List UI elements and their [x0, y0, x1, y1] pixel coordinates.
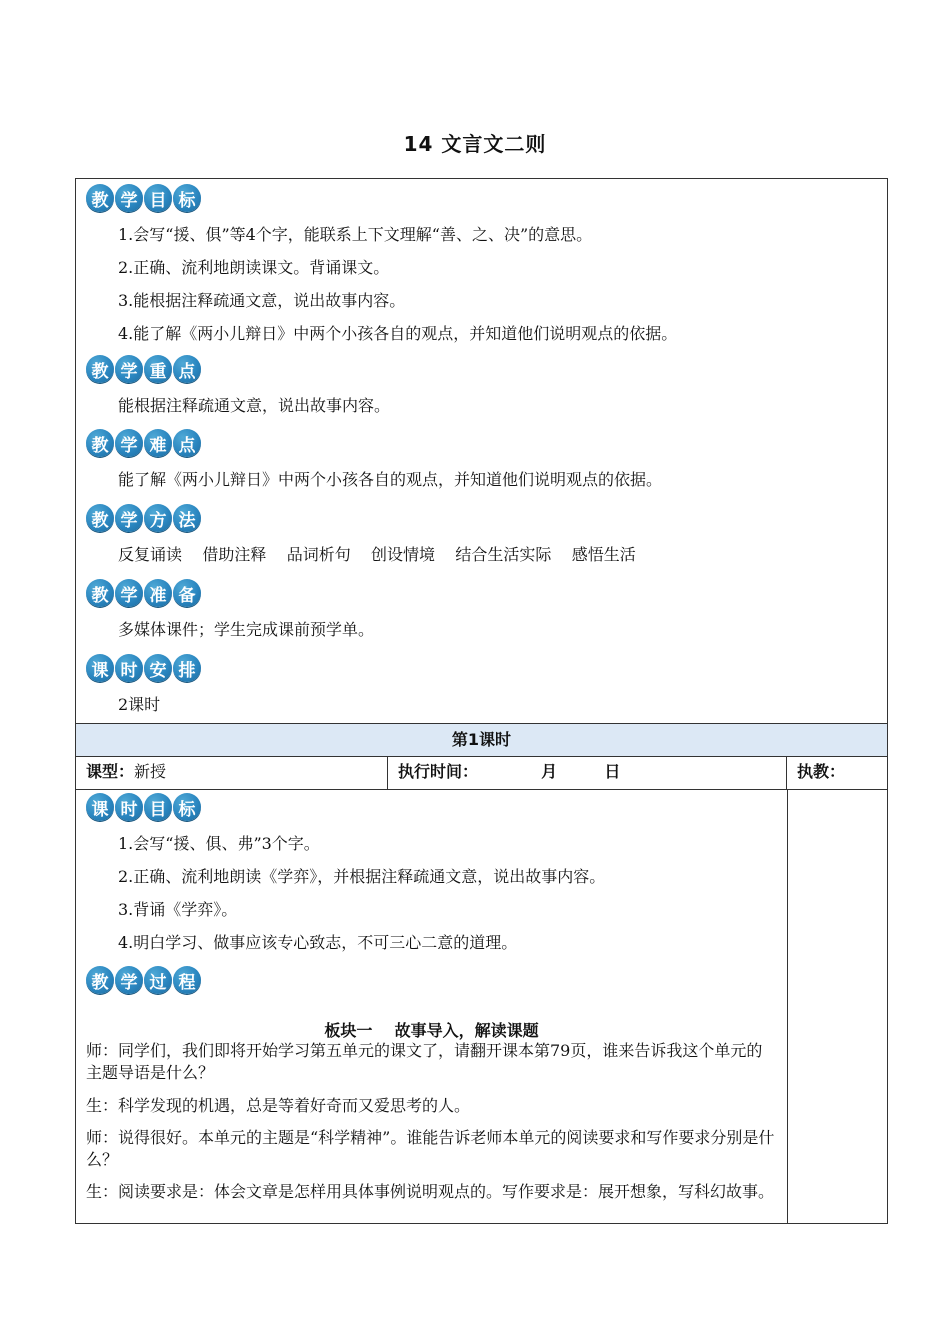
badge-char: 时	[115, 793, 143, 821]
badge-char: 安	[144, 654, 172, 682]
badge-char: 教	[86, 355, 114, 383]
badge-char: 学	[115, 504, 143, 532]
month-label: 月	[541, 762, 558, 781]
lesson-goal-item: 2.正确、流利地朗读《学弈》，并根据注释疏通文意，说出故事内容。	[118, 867, 606, 886]
key-section	[76, 353, 887, 417]
badge-char: 准	[144, 579, 172, 607]
goal-item: 3.能根据注释疏通文意，说出故事内容。	[118, 291, 406, 310]
dialogue-line: 生：科学发现的机遇，总是等着好奇而又爱思考的人。	[86, 1096, 471, 1115]
difficulty-badge	[86, 427, 887, 459]
goal-item: 2.正确、流利地朗读课文。背诵课文。	[118, 258, 390, 277]
badge-char: 教	[86, 504, 114, 532]
badge-char: 目	[144, 793, 172, 821]
badge-char: 课	[86, 793, 114, 821]
block-title: 板块一 故事导入，解读课题	[324, 1021, 539, 1040]
difficulty-section	[76, 427, 887, 491]
lesson-band: 第1课时	[75, 724, 888, 757]
schedule-badge	[86, 652, 887, 684]
lesson-goal-item: 1.会写“援、俱、弗”3个字。	[118, 834, 320, 853]
lesson-type-value: 新授	[134, 762, 167, 781]
badge-char: 学	[115, 579, 143, 607]
schedule-text: 2课时	[118, 695, 161, 714]
dialogue-line: 师：说得很好。本单元的主题是“科学精神”。谁能告诉老师本单元的阅读要求和写作要求分别是什么？	[86, 1128, 775, 1169]
goal-item: 1.会写“援、俱”等4个字，能联系上下文理解“善、之、决”的意思。	[118, 225, 593, 244]
badge-char: 标	[173, 793, 201, 821]
badge-char: 点	[173, 355, 201, 383]
overview-box	[75, 178, 888, 724]
lesson-goal-item: 4.明白学习、做事应该专心致志，不可三心二意的道理。	[118, 933, 518, 952]
badge-char: 教	[86, 579, 114, 607]
prep-text: 多媒体课件；学生完成课前预学单。	[118, 620, 375, 639]
process-section	[76, 964, 787, 996]
goals-badge	[86, 182, 887, 214]
badge-char: 过	[144, 966, 172, 994]
badge-char: 排	[173, 654, 201, 682]
difficulty-text: 能了解《两小儿辩日》中两个小孩各自的观点，并知道他们说明观点的依据。	[118, 470, 663, 489]
badge-char: 点	[173, 429, 201, 457]
badge-char: 学	[115, 355, 143, 383]
badge-char: 学	[115, 966, 143, 994]
lesson-body-box	[75, 790, 888, 1224]
badge-char: 法	[173, 504, 201, 532]
badge-char: 学	[115, 184, 143, 212]
exec-time-label: 执行时间：	[398, 762, 479, 781]
prep-badge	[86, 577, 887, 609]
badge-char: 方	[144, 504, 172, 532]
lesson-goals-section	[76, 791, 787, 954]
method-section	[76, 502, 887, 566]
lesson-header-row	[75, 757, 888, 790]
lesson-goal-item: 3.背诵《学弈》。	[118, 900, 238, 919]
teacher-label: 执教：	[797, 762, 846, 781]
goal-item: 4.能了解《两小儿辩日》中两个小孩各自的观点，并知道他们说明观点的依据。	[118, 324, 678, 343]
badge-char: 课	[86, 654, 114, 682]
exec-time-cell	[388, 757, 787, 789]
method-badge	[86, 502, 887, 534]
badge-char: 学	[115, 429, 143, 457]
schedule-section	[76, 652, 887, 716]
badge-char: 难	[144, 429, 172, 457]
lesson-goals-badge	[86, 791, 787, 823]
badge-char: 目	[144, 184, 172, 212]
column-divider	[787, 790, 788, 1223]
badge-char: 教	[86, 184, 114, 212]
lesson-type-label: 课型：	[86, 762, 135, 781]
dialogue-line: 生：阅读要求是：体会文章是怎样用具体事例说明观点的。写作要求是：展开想象，写科幻故事。	[86, 1182, 775, 1201]
methods-text: 反复诵读 借助注释 品词析句 创设情境 结合生活实际 感悟生活	[118, 545, 636, 564]
dialogue-line: 师：同学们，我们即将开始学习第五单元的课文了，请翻开课本第79页，谁来告诉我这个单元的主题导语是什么？	[86, 1041, 763, 1082]
key-point-text: 能根据注释疏通文意，说出故事内容。	[118, 396, 391, 415]
badge-char: 备	[173, 579, 201, 607]
prep-section	[76, 577, 887, 641]
badge-char: 程	[173, 966, 201, 994]
lesson-type-cell	[76, 757, 388, 789]
day-label: 日	[604, 762, 621, 781]
page-title: 14 文言文二则	[403, 132, 547, 156]
process-badge	[86, 964, 787, 996]
badge-char: 教	[86, 966, 114, 994]
badge-char: 标	[173, 184, 201, 212]
teacher-cell	[787, 757, 887, 789]
goals-section	[76, 182, 887, 345]
badge-char: 时	[115, 654, 143, 682]
badge-char: 教	[86, 429, 114, 457]
badge-char: 重	[144, 355, 172, 383]
key-badge	[86, 353, 887, 385]
